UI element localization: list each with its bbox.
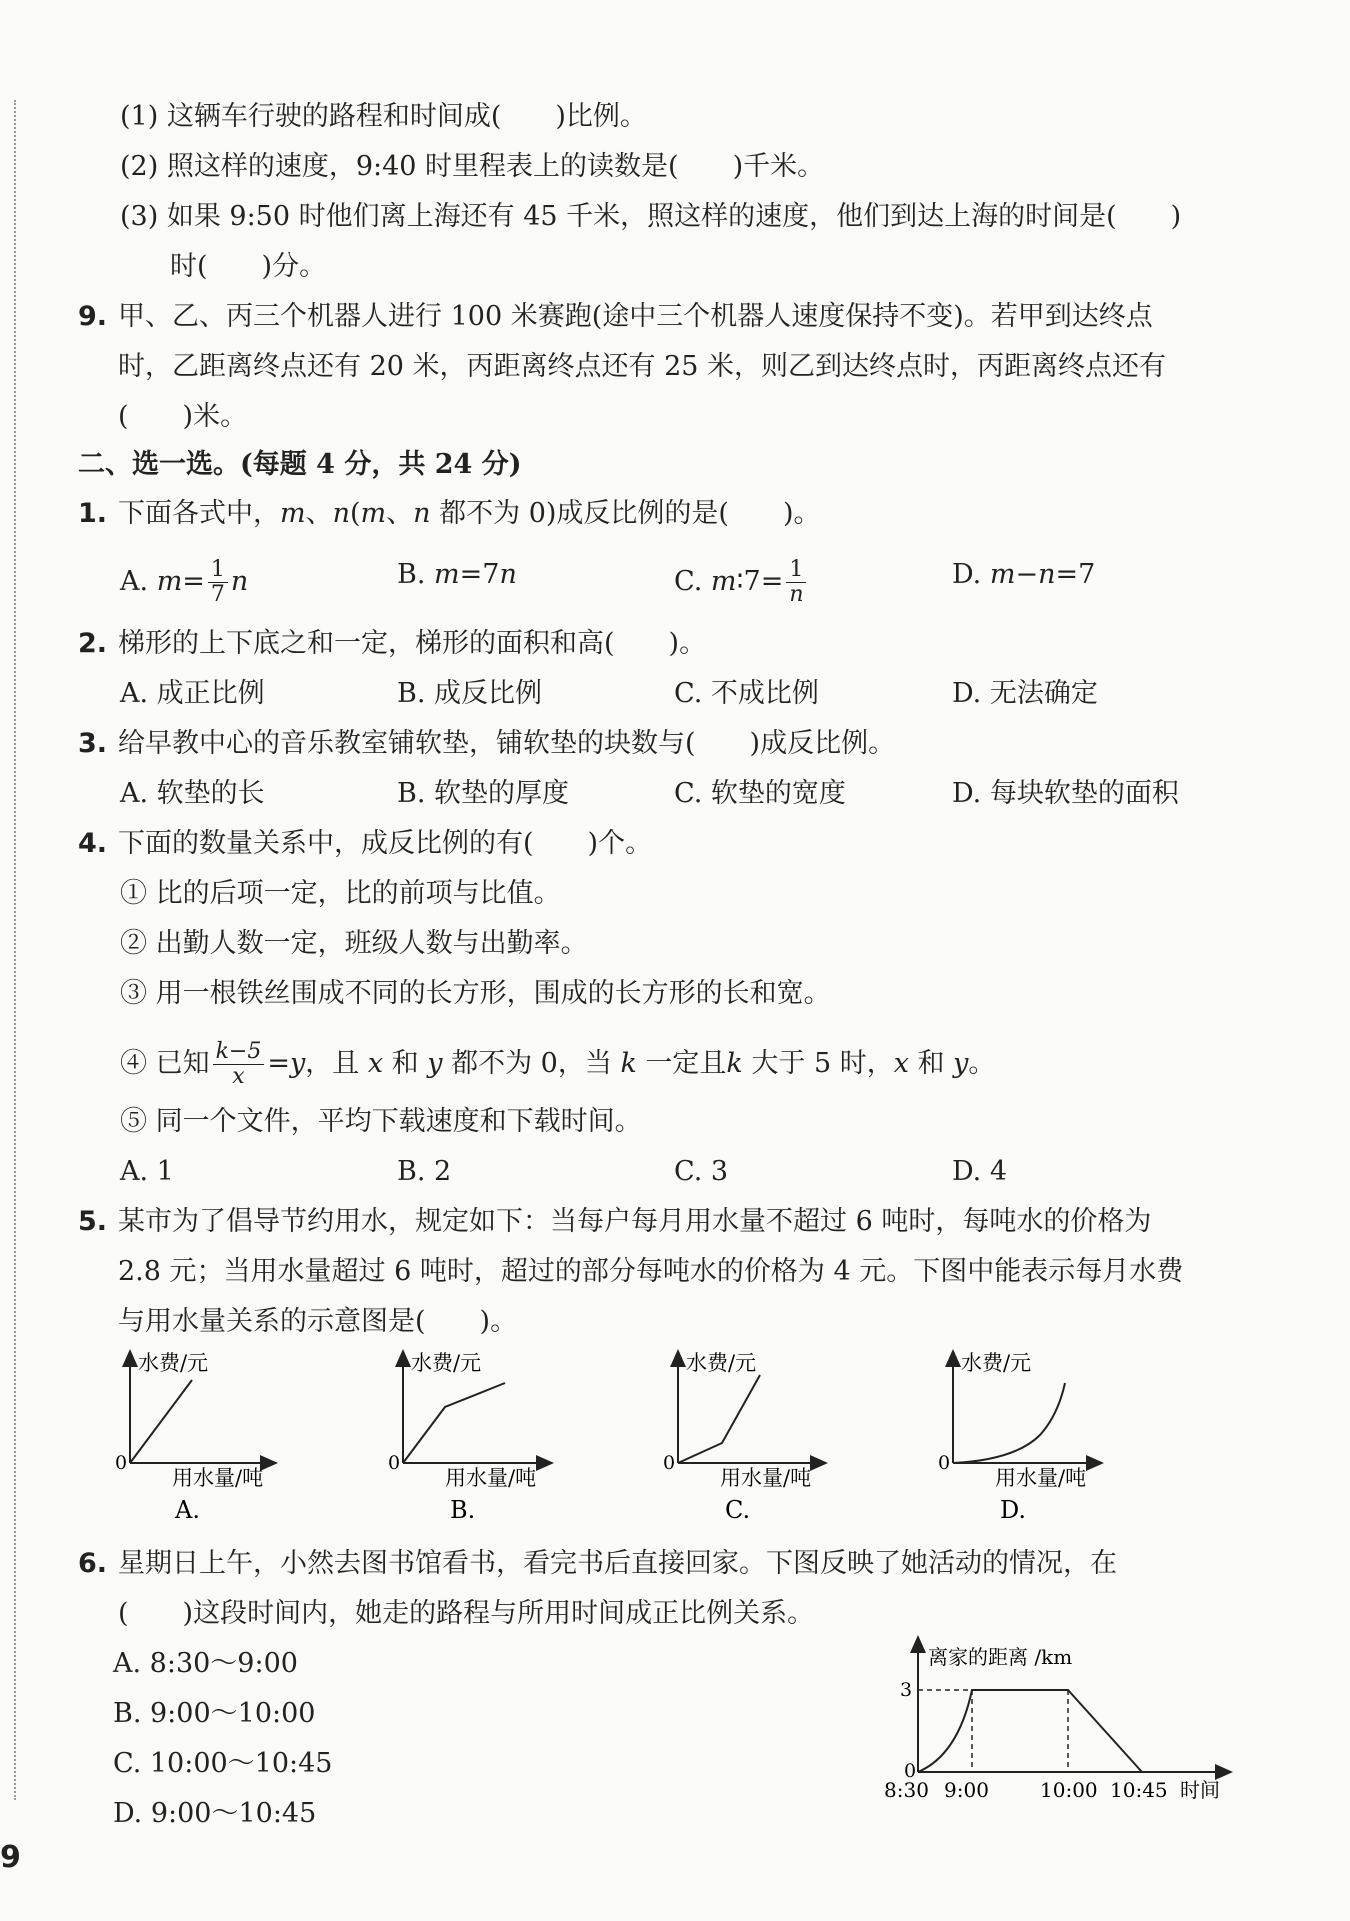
graph-c-line	[678, 1375, 760, 1463]
graph-b-line	[403, 1383, 505, 1463]
q4-number: 4.	[78, 828, 108, 859]
graph-d-ylabel: 水费/元	[961, 1351, 1032, 1375]
q1-option-c[interactable]: C. m∶7= $\frac{1}{n}$	[674, 558, 809, 607]
q5-graphs	[100, 1345, 1250, 1525]
q6-graph-ylabel: 离家的距离 /km	[928, 1645, 1073, 1669]
q9-line1: 甲、乙、丙三个机器人进行 100 米赛跑(途中三个机器人速度保持不变)。若甲到达终点	[118, 301, 1153, 332]
q1-stem: 下面各式中，m、n(m、n 都不为 0)成反比例的是( )。	[118, 498, 821, 529]
q4-option-b[interactable]: B. 2	[397, 1156, 452, 1187]
q4-item-1: ① 比的后项一定，比的前项与比值。	[120, 878, 561, 909]
q2-stem: 梯形的上下底之和一定，梯形的面积和高( )。	[118, 628, 707, 659]
q6-graph-xtick-2: 9:00	[944, 1778, 989, 1802]
q6-option-c[interactable]: C. 10:00～10:45	[113, 1748, 333, 1779]
q8-sub2: (2) 照这样的速度，9:40 时里程表上的读数是( )千米。	[120, 151, 825, 182]
q1-option-a[interactable]: A. m= $\frac{1}{7}$ n	[120, 557, 249, 607]
graph-a-ylabel: 水费/元	[138, 1351, 209, 1375]
graph-b-xlabel: 用水量/吨	[445, 1466, 537, 1490]
q6-option-a[interactable]: A. 8:30～9:00	[113, 1648, 298, 1679]
graph-d-xlabel: 用水量/吨	[995, 1466, 1087, 1490]
q2-option-a[interactable]: A. 成正比例	[120, 678, 265, 709]
q4-option-a[interactable]: A. 1	[120, 1156, 174, 1187]
q2-number: 2.	[78, 628, 108, 659]
q4-item-3: ③ 用一根铁丝围成不同的长方形，围成的长方形的长和宽。	[120, 978, 831, 1009]
graph-c[interactable]	[663, 1351, 820, 1524]
q6-graph-ytick-3: 3	[900, 1679, 913, 1701]
graph-a-origin: 0	[115, 1452, 128, 1474]
q2-option-d[interactable]: D. 无法确定	[952, 678, 1098, 709]
graph-a-line	[130, 1380, 192, 1463]
q2-option-c[interactable]: C. 不成比例	[674, 678, 819, 709]
graph-a-label: A.	[175, 1496, 200, 1524]
graph-a[interactable]	[115, 1351, 270, 1524]
q9-line2: 时，乙距离终点还有 20 米，丙距离终点还有 25 米，则乙到达终点时，丙距离终点还有	[118, 351, 1167, 382]
graph-a-xlabel: 用水量/吨	[172, 1466, 264, 1490]
q2-option-b[interactable]: B. 成反比例	[397, 678, 543, 709]
graph-d-curve	[953, 1383, 1065, 1463]
q3-option-a[interactable]: A. 软垫的长	[120, 778, 265, 809]
q9-line3: ( )米。	[118, 401, 248, 432]
q1-option-d[interactable]: D. m−n=7	[952, 559, 1096, 590]
q6-option-d[interactable]: D. 9:00～10:45	[113, 1798, 317, 1829]
distance-line	[918, 1690, 1142, 1772]
q1-number: 1.	[78, 498, 108, 529]
graph-c-label: C.	[725, 1496, 751, 1524]
q3-stem: 给早教中心的音乐教室铺软垫，铺软垫的块数与( )成反比例。	[118, 728, 896, 759]
graph-d[interactable]	[938, 1351, 1096, 1524]
q5-line1: 某市为了倡导节约用水，规定如下：当每户每月用水量不超过 6 吨时，每吨水的价格为	[118, 1206, 1152, 1237]
q9-number: 9.	[78, 301, 108, 332]
q4-item-4: ④ 已知 $\frac{k-5}{x}$ =y，且 x 和 y 都不为 0，当 k 一定且k 大于 5 时，x 和 y。	[120, 1039, 996, 1089]
graph-b-label: B.	[450, 1496, 476, 1524]
section-title: 二、选一选。(每题 4 分，共 24 分)	[78, 449, 522, 480]
q6-number: 6.	[78, 1548, 108, 1579]
binding-dotted-line	[14, 100, 16, 1800]
q6-line2: ( )这段时间内，她走的路程与所用时间成正比例关系。	[118, 1598, 815, 1629]
q4-item-2: ② 出勤人数一定，班级人数与出勤率。	[120, 928, 588, 959]
page-number: 9	[0, 1840, 21, 1875]
q6-graph-origin: 0	[904, 1760, 917, 1782]
graph-d-origin: 0	[938, 1452, 951, 1474]
graph-c-xlabel: 用水量/吨	[720, 1466, 812, 1490]
graph-b-origin: 0	[388, 1452, 401, 1474]
q8-sub1: (1) 这辆车行驶的路程和时间成( )比例。	[120, 101, 647, 132]
q6-graph-xtick-1: 8:30	[884, 1778, 929, 1802]
q4-option-d[interactable]: D. 4	[952, 1156, 1008, 1187]
q6-distance-time-graph	[880, 1635, 1240, 1810]
q3-option-c[interactable]: C. 软垫的宽度	[674, 778, 846, 809]
graph-b[interactable]	[388, 1351, 546, 1524]
graph-d-label: D.	[1000, 1496, 1027, 1524]
q6-option-b[interactable]: B. 9:00～10:00	[113, 1698, 316, 1729]
q5-line3: 与用水量关系的示意图是( )。	[118, 1306, 518, 1337]
graph-b-ylabel: 水费/元	[411, 1351, 482, 1375]
q8-sub3-line1: (3) 如果 9:50 时他们离上海还有 45 千米，照这样的速度，他们到达上海的时间是( )	[120, 201, 1182, 232]
q6-graph-xtick-4: 10:45	[1110, 1778, 1168, 1802]
q8-sub3-line2: 时( )分。	[170, 251, 327, 282]
graph-c-ylabel: 水费/元	[686, 1351, 757, 1375]
q6-graph-xtick-3: 10:00	[1040, 1778, 1098, 1802]
q3-number: 3.	[78, 728, 108, 759]
q5-number: 5.	[78, 1206, 108, 1237]
q6-line1: 星期日上午，小然去图书馆看书，看完书后直接回家。下图反映了她活动的情况，在	[118, 1548, 1117, 1579]
q3-option-b[interactable]: B. 软垫的厚度	[397, 778, 570, 809]
q4-option-c[interactable]: C. 3	[674, 1156, 729, 1187]
q1-option-b[interactable]: B. m=7n	[397, 559, 517, 590]
graph-c-origin: 0	[663, 1452, 676, 1474]
q4-stem: 下面的数量关系中，成反比例的有( )个。	[118, 828, 653, 859]
q5-line2: 2.8 元；当用水量超过 6 吨时，超过的部分每吨水的价格为 4 元。下图中能表示每月水费	[118, 1256, 1184, 1287]
q4-item-5: ⑤ 同一个文件，平均下载速度和下载时间。	[120, 1106, 642, 1137]
q3-option-d[interactable]: D. 每块软垫的面积	[952, 778, 1179, 809]
q6-graph-xlabel: 时间	[1180, 1778, 1220, 1802]
